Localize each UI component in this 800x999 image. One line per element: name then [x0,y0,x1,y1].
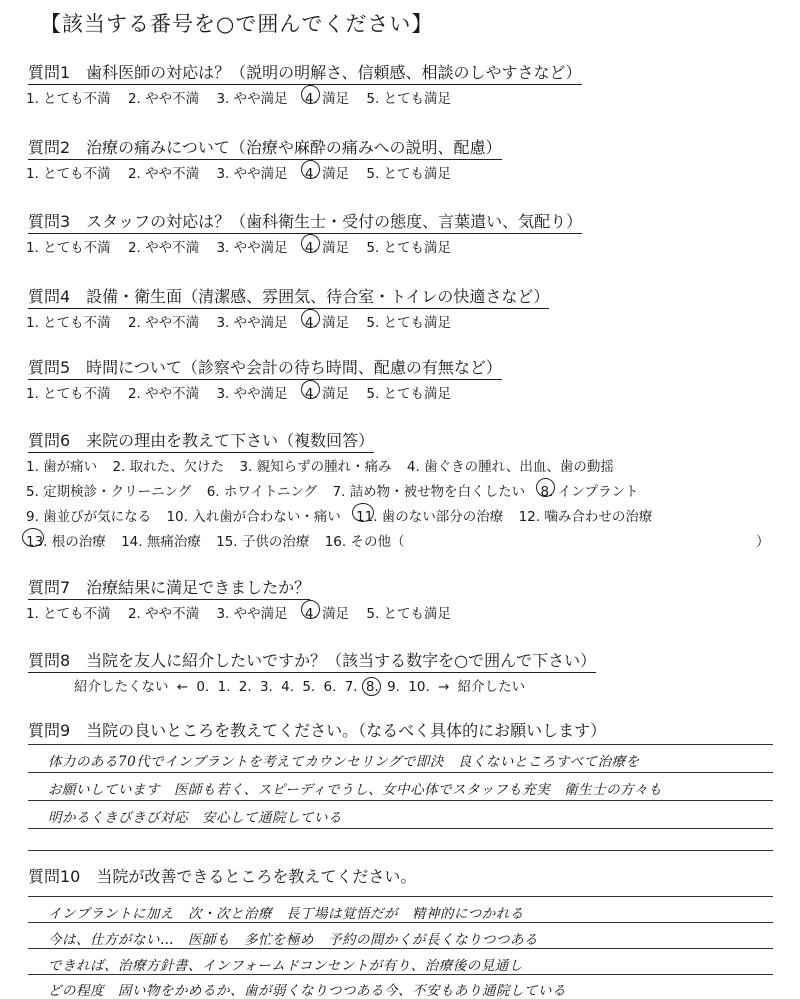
question-9-title: 質問9 当院の良いところを教えてください。（なるべく具体的にお願いします） [28,721,607,740]
question-1-title: 質問1 歯科医師の対応は？（説明の明解さ、信頼感、相談のしやすさなど） [28,60,582,85]
selection-circle [301,85,320,104]
reason-3[interactable]: 3. 親知らずの腫れ・痛み [239,459,392,475]
option-2[interactable]: 2. やや不満 [127,166,200,182]
selection-circle [362,677,381,696]
reason-11-selected[interactable]: 11. 歯のない部分の治療 [356,505,503,525]
question-6-line-3 [26,505,663,525]
reason-2[interactable]: 2. 取れた、欠けた [112,459,225,475]
option-4-selected[interactable]: 4. 満足 [305,382,349,402]
scale-left-label: 紹介したくない ← [74,679,189,695]
option-2[interactable]: 2. やや不満 [127,91,200,107]
q10-handwritten-line-1: インプラントに加え 次・次と治療 長丁場は覚悟だが 精神的につかれる [48,906,524,922]
question-3-options [26,236,464,256]
selection-circle [301,309,320,328]
selection-circle [352,503,374,522]
question-1-options [26,87,464,107]
scale-5[interactable]: 5. [302,679,316,695]
option-3[interactable]: 3. やや満足 [216,166,288,182]
scale-8-selected[interactable]: 8. [366,679,379,695]
option-4-selected[interactable]: 4. 満足 [305,236,349,256]
option-3[interactable]: 3. やや満足 [216,240,288,256]
option-3[interactable]: 3. やや満足 [216,91,288,107]
scale-3[interactable]: 3. [259,679,273,695]
selection-circle [301,234,320,253]
answer-rule [28,744,773,745]
page-header: 【該当する番号を○で囲んでください】 [40,12,434,36]
answer-rule [28,772,773,773]
question-6-line-4 [26,530,776,550]
reason-9[interactable]: 9. 歯並びが気になる [26,509,152,525]
option-1[interactable]: 1. とても不満 [26,606,111,622]
selection-circle [301,380,320,399]
scale-right-label: → 紹介したい [438,679,526,695]
answer-rule [28,948,773,949]
option-2[interactable]: 2. やや不満 [127,606,200,622]
reason-1[interactable]: 1. 歯が痛い [26,459,98,475]
question-6-title: 質問6 来院の理由を教えて下さい（複数回答） [28,428,374,453]
recommend-scale [74,675,525,695]
selection-circle [22,528,44,547]
reason-10[interactable]: 10. 入れ歯が合わない・痛い [166,509,341,525]
question-7-title: 質問7 治療結果に満足できましたか？ [28,575,310,600]
option-4-selected[interactable]: 4. 満足 [305,602,349,622]
option-2[interactable]: 2. やや不満 [127,240,200,256]
option-5[interactable]: 5. とても満足 [366,166,452,182]
scale-4[interactable]: 4. [281,679,295,695]
scale-0[interactable]: 0. [196,679,210,695]
option-3[interactable]: 3. やや満足 [216,606,288,622]
q10-handwritten-line-2: 今は、仕方がない… 医師も 多忙を極め 予約の間かくが長くなりつつある [48,932,538,948]
q9-handwritten-line-1: 体力のある70代でインプラントを考えてカウンセリングで即決 良くないところすべて治療を [48,754,640,770]
answer-rule [28,974,773,975]
reason-4[interactable]: 4. 歯ぐきの腫れ、出血、歯の動揺 [406,459,614,475]
option-1[interactable]: 1. とても不満 [26,240,111,256]
reason-6[interactable]: 6. ホワイトニング [206,484,318,500]
scale-7[interactable]: 7. [344,679,358,695]
option-1[interactable]: 1. とても不満 [26,91,111,107]
answer-rule [28,850,773,851]
option-1[interactable]: 1. とても不満 [26,315,111,331]
question-3-title: 質問3 スタッフの対応は？（歯科衛生士・受付の態度、言葉遣い、気配り） [28,209,582,234]
reason-13-selected[interactable]: 13. 根の治療 [26,530,106,550]
option-2[interactable]: 2. やや不満 [127,315,200,331]
selection-circle [301,600,320,619]
option-5[interactable]: 5. とても満足 [366,315,452,331]
reason-7[interactable]: 7. 詰め物・被せ物を白くしたい [332,484,526,500]
reason-14[interactable]: 14. 無痛治療 [121,534,201,550]
question-4-title: 質問4 設備・衛生面（清潔感、雰囲気、待合室・トイレの快適さなど） [28,284,549,309]
reason-16[interactable]: 16. その他（ [324,534,405,550]
option-1[interactable]: 1. とても不満 [26,386,111,402]
question-6-line-1 [26,455,625,475]
option-4-selected[interactable]: 4. 満足 [305,311,349,331]
selection-circle [301,160,320,179]
option-5[interactable]: 5. とても満足 [366,606,452,622]
reason-15[interactable]: 15. 子供の治療 [216,534,310,550]
q10-handwritten-line-4: どの程度 固い物をかめるか、歯が弱くなりつつある今、不安もあり通院している [48,983,566,999]
question-7-options [26,602,464,622]
option-5[interactable]: 5. とても満足 [366,240,452,256]
q9-handwritten-line-2: お願いしています 医師も若く、スピーディでうし、女中心体でスタッフも充実 衛生士の方々も [48,782,663,798]
reason-8-selected[interactable]: 8. インプラント [540,480,638,500]
option-2[interactable]: 2. やや不満 [127,386,200,402]
option-3[interactable]: 3. やや満足 [216,386,288,402]
reason-12[interactable]: 12. 噛み合わせの治療 [518,509,653,525]
option-1[interactable]: 1. とても不満 [26,166,111,182]
scale-10[interactable]: 10. [408,679,430,695]
answer-rule [28,800,773,801]
question-10-title: 質問10 当院が改善できるところを教えてください。 [28,867,417,886]
option-5[interactable]: 5. とても満足 [366,386,452,402]
question-4-options [26,311,464,331]
answer-rule [28,896,773,897]
question-6-line-2 [26,480,650,500]
question-5-options [26,382,464,402]
answer-rule [28,922,773,923]
other-close-paren: ） [756,534,770,550]
scale-9[interactable]: 9. [387,679,400,695]
q10-handwritten-line-3: できれば、治療方針書、インフォームドコンセントが有り、治療後の見通し [48,958,523,974]
question-5-title: 質問5 時間について（診察や会計の待ち時間、配慮の有無など） [28,355,502,380]
reason-5[interactable]: 5. 定期検診・クリーニング [26,484,192,500]
option-3[interactable]: 3. やや満足 [216,315,288,331]
answer-rule [28,828,773,829]
option-5[interactable]: 5. とても満足 [366,91,452,107]
scale-1[interactable]: 1. [217,679,231,695]
q9-handwritten-line-3: 明かるくきびきび対応 安心して通院している [48,810,342,826]
question-2-title: 質問2 治療の痛みについて（治療や麻酔の痛みへの説明、配慮） [28,135,502,160]
option-4-selected[interactable]: 4. 満足 [305,87,349,107]
scale-6[interactable]: 6. [323,679,337,695]
scale-2[interactable]: 2. [238,679,252,695]
question-8-title: 質問8 当院を友人に紹介したいですか？（該当する数字を○で囲んで下さい） [28,648,596,673]
option-4-selected[interactable]: 4. 満足 [305,162,349,182]
question-2-options [26,162,464,182]
